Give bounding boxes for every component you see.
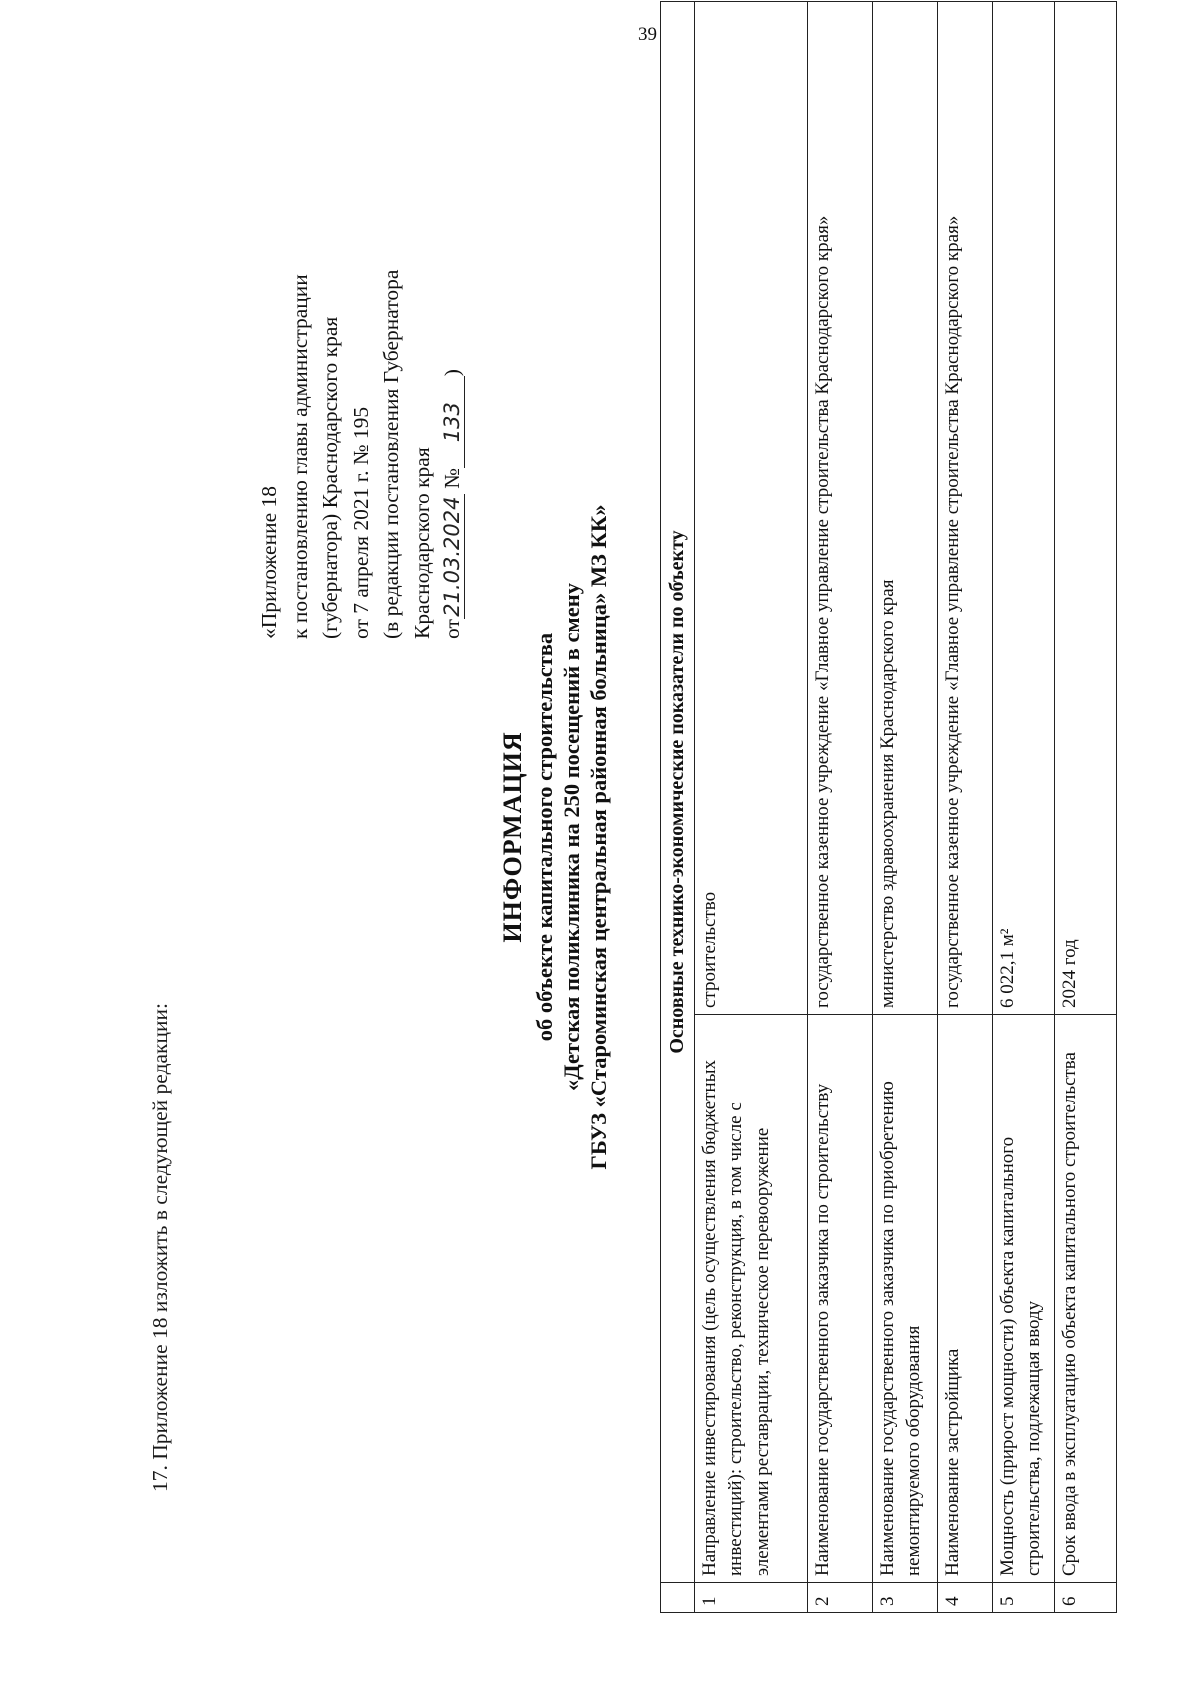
- row-label: Направление инвестирования (цель осуществления бюджетных инвестиций): строительство, реконструкция, в том числе с элементами реставрации, техническое перевооружение: [694, 1015, 807, 1583]
- row-label: Срок ввода в эксплуатацию объекта капитального строительства: [1054, 1015, 1116, 1583]
- row-value: строительство: [694, 2, 807, 1015]
- row-value: государственное казенное учреждение «Главное управление строительства Краснодарского края»: [807, 2, 872, 1015]
- row-number: 6: [1054, 1583, 1116, 1613]
- table-header: Основные технико-экономические показатели по объекту: [661, 2, 695, 1583]
- annex-line-6: Краснодарского края: [409, 447, 434, 639]
- row-value: 6 022,1 м²: [992, 2, 1054, 1015]
- handwritten-date: 21.03.2024: [440, 494, 465, 619]
- row-label: Наименование государственного заказчика по приобретению немонтируемого оборудования: [872, 1015, 937, 1583]
- row-value: государственное казенное учреждение «Главное управление строительства Краснодарского края»: [937, 2, 992, 1015]
- annex-line-3: (губернатора) Краснодарского края: [318, 316, 342, 639]
- row-label: Мощность (прирост мощности) объекта капитального строительства, подлежащая вводу: [992, 1015, 1054, 1583]
- annex-header: [254, 39, 468, 639]
- row-value: 2024 год: [1054, 2, 1116, 1015]
- table-row: [1054, 2, 1116, 1613]
- handwritten-number: 133: [440, 376, 465, 468]
- table-row: [694, 2, 807, 1613]
- annex-line-1: «Приложение 18: [257, 485, 281, 639]
- title-line-1: об объекте капитального строительства: [532, 632, 557, 1042]
- document-title: ИНФОРМАЦИЯ: [498, 731, 527, 943]
- row-value: министерство здравоохранения Краснодарского края: [872, 2, 937, 1015]
- row-label: Наименование государственного заказчика по строительству: [807, 1015, 872, 1583]
- row-number: 1: [694, 1583, 807, 1613]
- annex-line-4: от 7 апреля 2021 г. № 195: [348, 406, 373, 639]
- table-row: [992, 2, 1054, 1613]
- row-label: Наименование застройщика: [937, 1015, 992, 1583]
- annex-line-5: (в редакции постановления Губернатора: [379, 269, 403, 639]
- table-row: [872, 2, 937, 1613]
- intro-line: 17. Приложение 18 изложить в следующей редакции:: [148, 1003, 172, 1492]
- table-row: [937, 2, 992, 1613]
- page-number: 39: [638, 24, 657, 45]
- row-number: 4: [937, 1583, 992, 1613]
- number-prefix: №: [440, 468, 464, 489]
- row-number: 3: [872, 1583, 937, 1613]
- header-spacer-cell: [661, 1583, 695, 1613]
- document-title-block: [495, 337, 612, 1337]
- table-row: [807, 2, 872, 1613]
- closing-paren: ): [440, 369, 464, 377]
- title-line-3: ГБУЗ «Староминская центральная районная больница» МЗ КК»: [586, 504, 611, 1170]
- row-number: 5: [992, 1583, 1054, 1613]
- title-line-2: «Детская поликлиника на 250 посещений в смену: [559, 583, 584, 1091]
- indicators-table: [660, 1, 1117, 1613]
- annex-date-line: [437, 39, 468, 639]
- date-prefix: от: [440, 619, 464, 639]
- annex-line-2: к постановлению главы администрации: [287, 274, 312, 639]
- row-number: 2: [807, 1583, 872, 1613]
